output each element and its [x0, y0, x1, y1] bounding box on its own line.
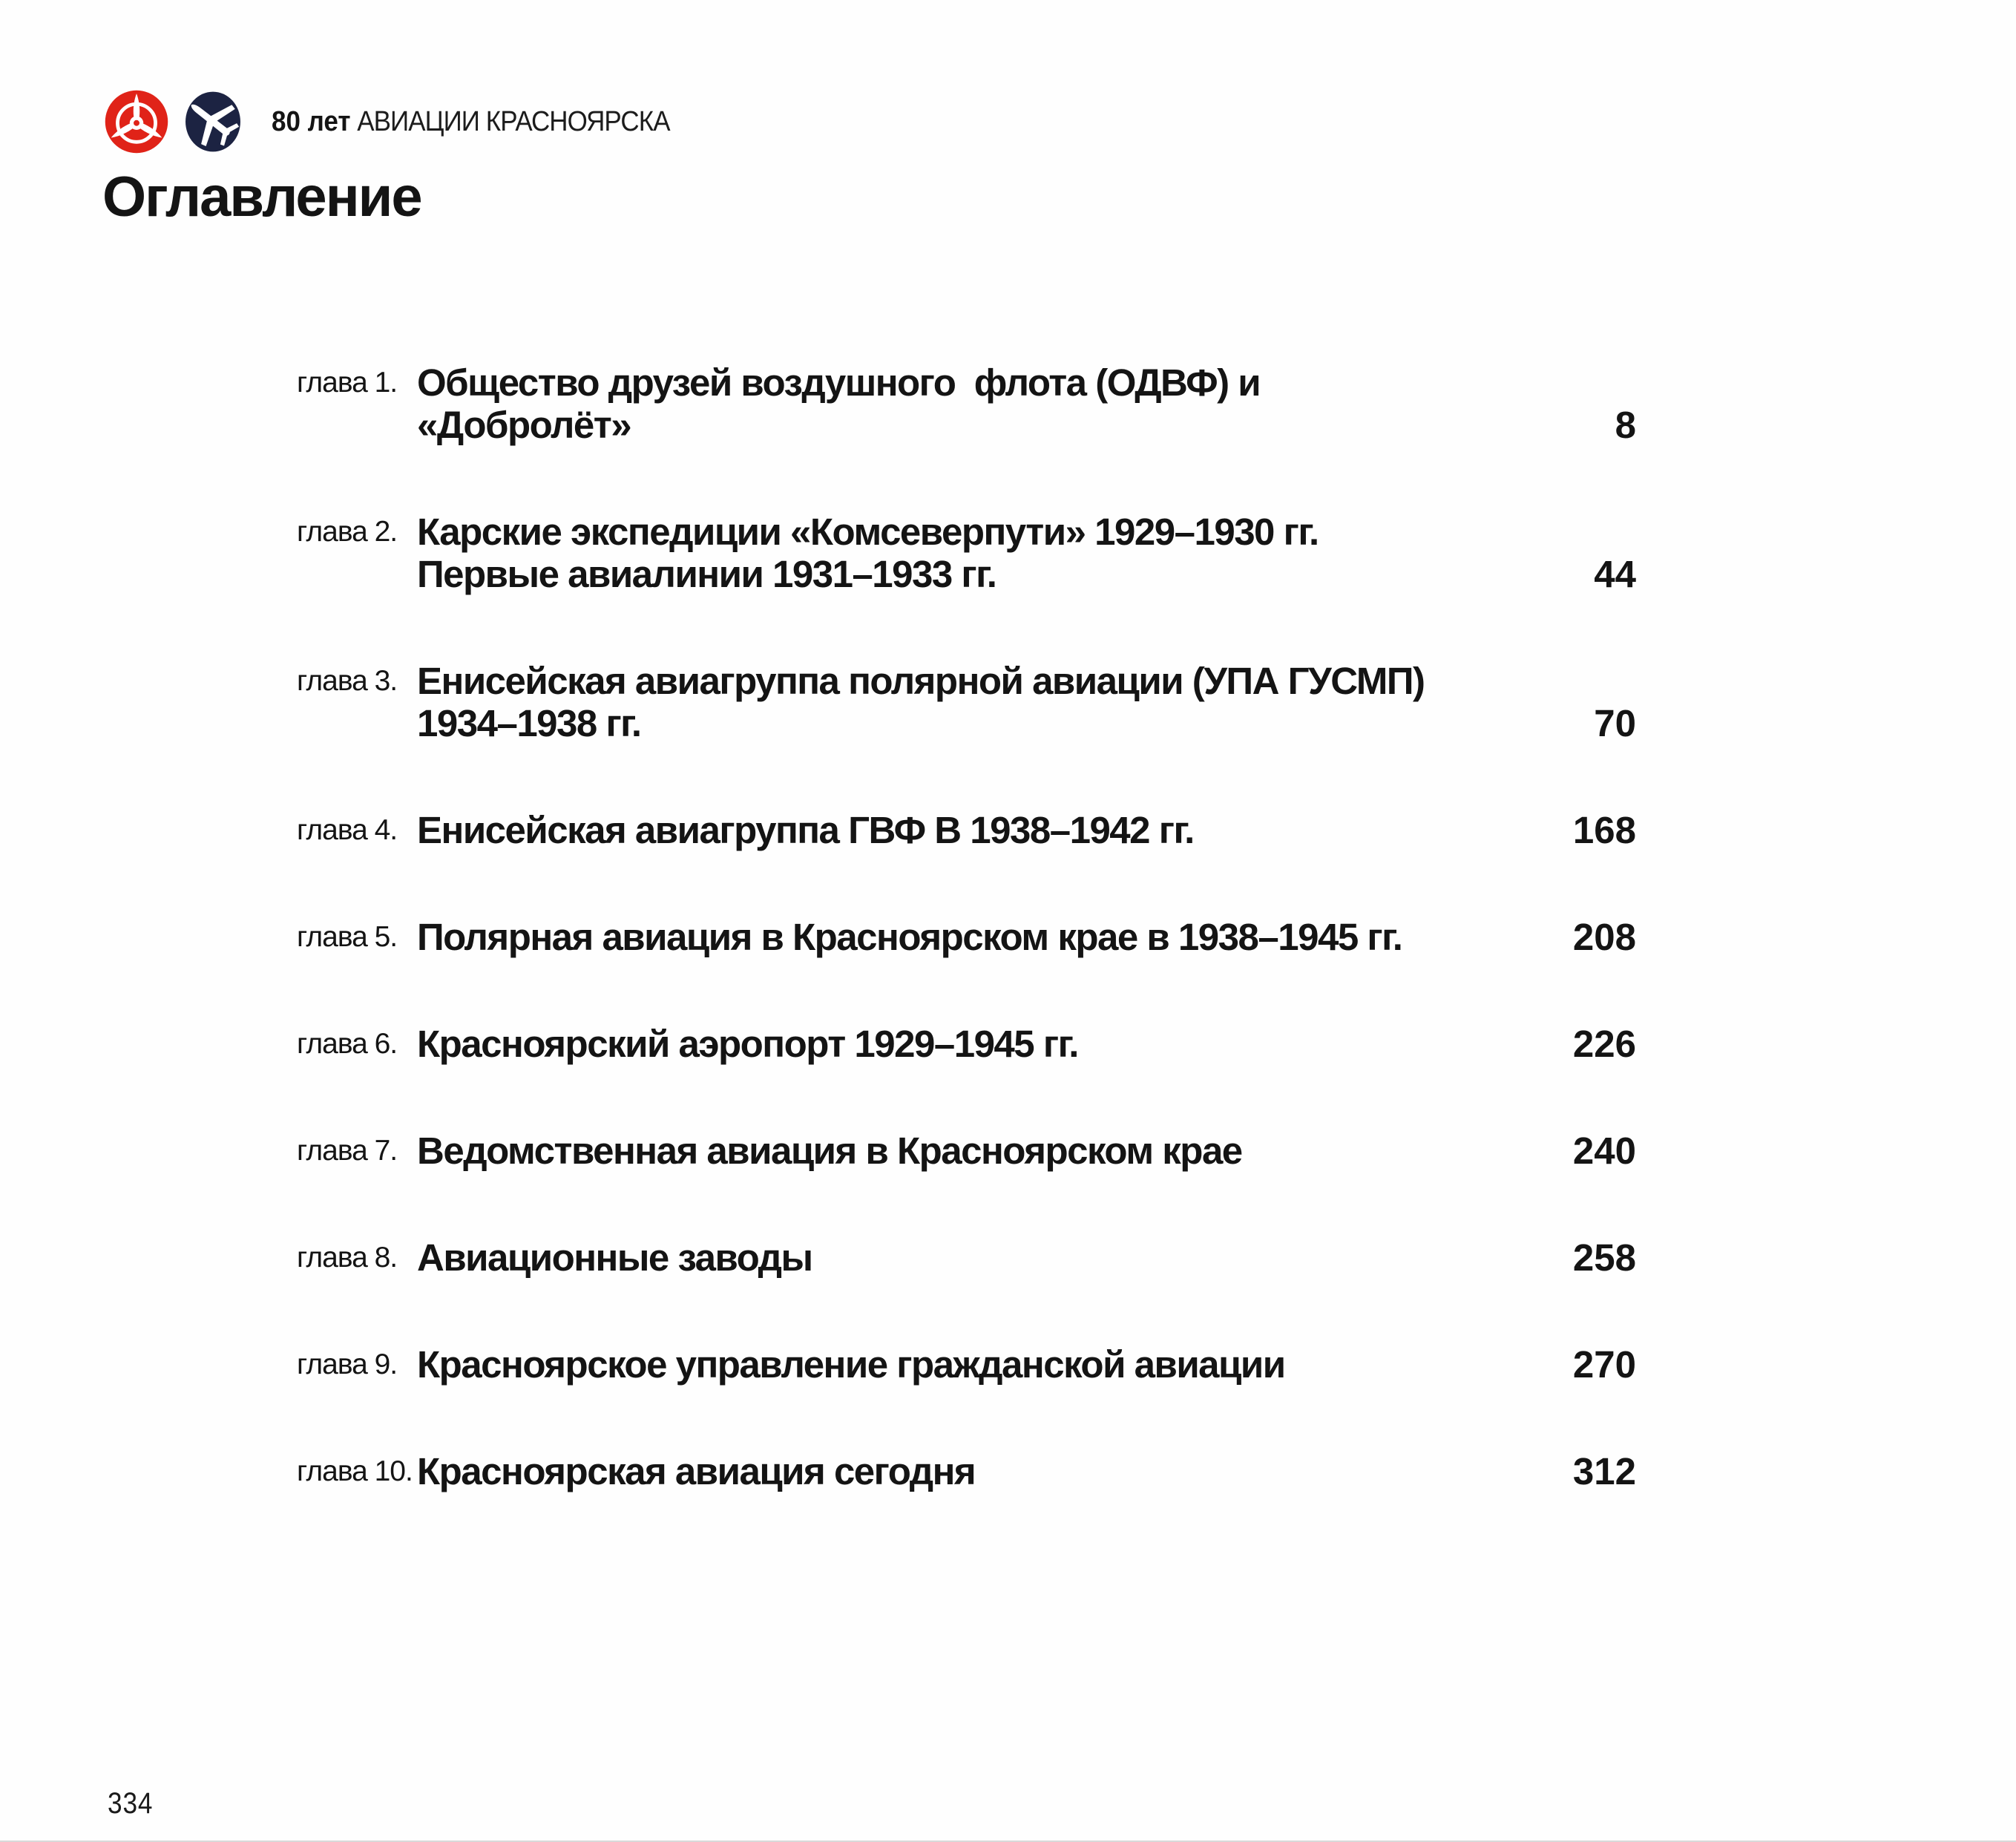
- chapter-title: [417, 916, 1445, 958]
- brand-anniversary: 80 лет: [272, 105, 351, 137]
- toc-entry-6: [297, 1023, 1636, 1065]
- chapter-title: [417, 1236, 1445, 1279]
- chapter-title-line: Первые авиалинии 1931–1933 гг.: [417, 553, 996, 595]
- chapter-title: [417, 1450, 1445, 1492]
- brand-title: АВИАЦИИ КРАСНОЯРСКА: [357, 105, 670, 137]
- chapter-page-number: 240: [1572, 1130, 1636, 1172]
- propeller-roundel-icon: [104, 89, 169, 154]
- toc-entry-2: [297, 511, 1636, 595]
- toc-entry-3: [297, 660, 1636, 744]
- chapter-title-line: Карские экспедиции «Комсеверпути» 1929–1930 гг.: [417, 511, 1319, 553]
- chapter-page-number: 208: [1572, 916, 1636, 958]
- chapter-title-line: Енисейская авиагруппа полярной авиации (УПА ГУСМП): [417, 660, 1425, 702]
- chapter-title: [417, 660, 1445, 744]
- chapter-title: [417, 1023, 1445, 1065]
- toc-entry-9: [297, 1343, 1636, 1386]
- chapter-label: глава 6.: [297, 1028, 398, 1060]
- chapter-title-line: Полярная авиация в Красноярском крае в 1938–1945 гг.: [417, 916, 1402, 958]
- brand-text: [272, 106, 670, 138]
- chapter-title-line: 1934–1938 гг.: [417, 702, 641, 744]
- footer-page-number: 334: [108, 1787, 154, 1820]
- chapter-page-number: 168: [1572, 809, 1636, 851]
- chapter-label: глава 1.: [297, 367, 398, 399]
- chapter-title-line: Красноярская авиация сегодня: [417, 1450, 976, 1492]
- chapter-page-number: 44: [1594, 553, 1636, 595]
- airplane-roundel-icon: [181, 88, 245, 156]
- page-title: Оглавление: [102, 165, 421, 229]
- chapter-label: глава 3.: [297, 665, 398, 697]
- chapter-label: глава 9.: [297, 1348, 398, 1380]
- chapter-title-line: Ведомственная авиация в Красноярском крае: [417, 1130, 1242, 1172]
- chapter-label: глава 10.: [297, 1455, 413, 1487]
- chapter-page-number: 270: [1572, 1343, 1636, 1386]
- chapter-title: [417, 809, 1445, 851]
- chapter-title-line: Енисейская авиагруппа ГВФ В 1938–1942 гг.: [417, 809, 1194, 851]
- chapter-page-number: 226: [1572, 1023, 1636, 1065]
- chapter-page-number: 70: [1594, 702, 1636, 744]
- chapter-label: глава 4.: [297, 814, 398, 846]
- table-of-contents: [297, 361, 1636, 1557]
- chapter-title: [417, 1130, 1445, 1172]
- toc-entry-4: [297, 809, 1636, 851]
- chapter-page-number: 258: [1572, 1236, 1636, 1279]
- chapter-title: [417, 511, 1445, 595]
- toc-entry-10: [297, 1450, 1636, 1492]
- chapter-title-line: Авиационные заводы: [417, 1236, 812, 1279]
- chapter-title-line: Красноярское управление гражданской авиации: [417, 1343, 1285, 1386]
- chapter-title: [417, 361, 1445, 446]
- toc-entry-7: [297, 1130, 1636, 1172]
- chapter-label: глава 7.: [297, 1135, 398, 1167]
- chapter-title-line: Красноярский аэропорт 1929–1945 гг.: [417, 1023, 1078, 1065]
- chapter-title-line: Общество друзей воздушного флота (ОДВФ) и «Добролёт»: [417, 361, 1270, 446]
- chapter-label: глава 5.: [297, 921, 398, 953]
- toc-entry-8: [297, 1236, 1636, 1279]
- toc-entry-5: [297, 916, 1636, 958]
- page-header: [104, 88, 704, 156]
- chapter-label: глава 2.: [297, 516, 398, 548]
- chapter-title: [417, 1343, 1445, 1386]
- toc-entry-1: [297, 361, 1636, 446]
- chapter-page-number: 8: [1615, 404, 1636, 446]
- chapter-label: глава 8.: [297, 1242, 398, 1274]
- chapter-page-number: 312: [1572, 1450, 1636, 1492]
